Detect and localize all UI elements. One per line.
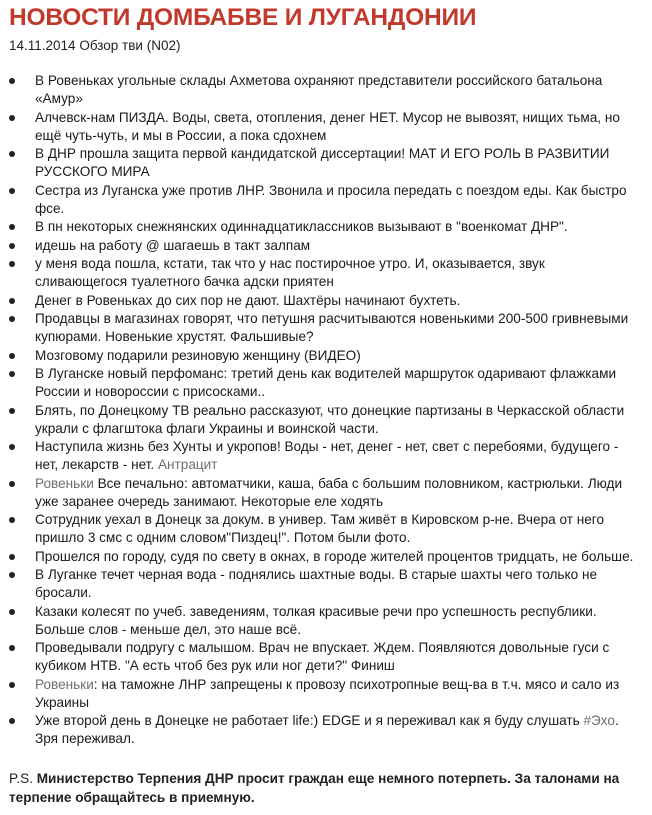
- list-item: [0, 603, 640, 639]
- bullet-icon: [9, 554, 15, 560]
- list-item: [0, 255, 640, 291]
- list-item: [0, 292, 640, 310]
- bullet-icon: [9, 78, 15, 84]
- item-text: идешь на работу @ шагаешь в такт залпам: [35, 237, 311, 253]
- item-text: В Луганке течет черная вода - поднялись шахтные воды. В старые шахты чего только не бросали.: [35, 567, 598, 600]
- list-item: [0, 237, 640, 255]
- item-source-tag: Ровеньки: [35, 676, 94, 692]
- list-item: [0, 72, 640, 108]
- list-item: [0, 566, 640, 602]
- footer-note: [9, 769, 639, 807]
- item-text: Блять, по Донецкому ТВ реально рассказуют, что донецкие партизаны в Черкасской области украли с флагштока флаги Украины и воинской части.: [35, 402, 625, 436]
- item-text: : на таможне ЛНР запрещены к провозу психотропные вещ-ва в т.ч. мясо и сало из Украины: [35, 676, 620, 710]
- bullet-icon: [9, 481, 15, 487]
- item-text: В Ровеньках угольные склады Ахметова охраняют представители российского батальона «Амур»: [35, 73, 603, 106]
- item-text: Сотрудник уехал в Донецк за докум. в универ. Там живёт в Кировском р-не. Вчера от него пришло 3 смс с одним словом"Пиздец!". Потом были фото.: [35, 512, 605, 545]
- list-item: [0, 475, 640, 511]
- footer-text: Министерство Терпения ДНР просит граждан еще немного потерпеть. За талонами на терпение обращайтесь в приемную.: [9, 771, 620, 805]
- bullet-icon: [9, 316, 15, 322]
- list-item: [0, 511, 640, 547]
- bullet-icon: [9, 408, 15, 414]
- bullet-icon: [9, 371, 15, 377]
- news-list: [0, 72, 640, 749]
- page-title: НОВОСТИ ДОМБАБВЕ И ЛУГАНДОНИИ: [9, 4, 477, 31]
- footer-prefix: P.S.: [9, 771, 37, 786]
- bullet-icon: [9, 243, 15, 249]
- bullet-icon: [9, 224, 15, 230]
- list-item: [0, 639, 640, 675]
- list-item: [0, 145, 640, 181]
- list-item: [0, 712, 640, 748]
- bullet-icon: [9, 298, 15, 304]
- item-text: Прошелся по городу, судя по свету в окнах, в городе жителей процентов тридцать, не больше.: [35, 548, 634, 564]
- item-tag: #Эхо: [583, 713, 615, 728]
- item-text: Все печально: автоматчики, каша, баба с большим половником, кастрюльки. Люди уже заранее очередь занимают. Некоторые еле ходять: [35, 475, 623, 509]
- bullet-icon: [9, 718, 15, 724]
- item-text: В пн некоторых снежнянских одиннадцатиклассников вызывают в "военкомат ДНР".: [35, 219, 568, 234]
- item-tag: Антрацит: [157, 457, 218, 472]
- bullet-icon: [9, 353, 15, 359]
- bullet-icon: [9, 444, 15, 450]
- list-item: [0, 365, 640, 401]
- item-text: Наступила жизнь без Хунты и укропов! Воды - нет, денег - нет, свет с перебоями, будущего - нет, лекарств - нет.: [35, 439, 619, 472]
- item-text: Алчевск-нам ПИЗДА. Воды, света, отопления, денег НЕТ. Мусор не вывозят, нищих тьма, но ещё чуть-чуть, и мы в России, а пока сдохнем: [35, 109, 620, 143]
- item-text: В ДНР прошла защита первой кандидатской диссертации! МАТ И ЕГО РОЛЬ В РАЗВИТИИ РУССКОГО МИРА: [35, 146, 610, 179]
- bullet-icon: [9, 188, 15, 194]
- list-item: [0, 182, 640, 218]
- list-item: [0, 402, 640, 438]
- bullet-icon: [9, 115, 15, 121]
- list-item: [0, 347, 640, 365]
- item-text: В Луганске новый перфоманс: третий день как водителей маршруток одаривают флажками России и новороссии с присосками..: [35, 366, 617, 399]
- page-subtitle: 14.11.2014 Обзор тви (N02): [9, 38, 181, 53]
- item-text: Мозговому подарили резиновую женщину (ВИДЕО): [35, 347, 361, 363]
- bullet-icon: [9, 645, 15, 651]
- bullet-icon: [9, 609, 15, 615]
- list-item: [0, 676, 640, 712]
- item-text: Продавцы в магазинах говорят, что петушня расчитываются новенькими 200-500 гривневыми купюрами. Новенькие хрустят. Фальшивые?: [35, 311, 629, 344]
- list-item: [0, 109, 640, 145]
- list-item: [0, 218, 640, 236]
- item-text: Уже второй день в Донецке не работает life:) EDGE и я переживал как я буду слушать: [35, 713, 580, 728]
- item-source-tag: Ровеньки: [35, 475, 94, 491]
- item-text: Казаки колесят по учеб. заведениям, толкая красивые речи про успешность республики. Больше слов - меньше дел, это наше всё.: [35, 603, 597, 637]
- bullet-icon: [9, 261, 15, 267]
- list-item: [0, 548, 640, 566]
- item-text: у меня вода пошла, кстати, так что у нас постирочное утро. И, оказывается, звук сливающегося туалетного бачка адски приятен: [35, 256, 545, 289]
- bullet-icon: [9, 151, 15, 157]
- list-item: [0, 438, 640, 474]
- bullet-icon: [9, 572, 15, 578]
- bullet-icon: [9, 682, 15, 688]
- item-suffix: . Зря переживал.: [35, 713, 619, 746]
- list-item: [0, 310, 640, 346]
- item-text: Сестра из Луганска уже против ЛНР. Звонила и просила передать с поездом еды. Как быстро фсе.: [35, 182, 627, 216]
- item-text: Денег в Ровеньках до сих пор не дают. Шахтёры начинают бухтеть.: [35, 292, 461, 308]
- bullet-icon: [9, 517, 15, 523]
- item-text: Проведывали подругу с малышом. Врач не впускает. Ждем. Появляются довольные гуси с кубиком НТВ. "А есть чтоб без рук или ног дети?" Финиш: [35, 640, 610, 673]
